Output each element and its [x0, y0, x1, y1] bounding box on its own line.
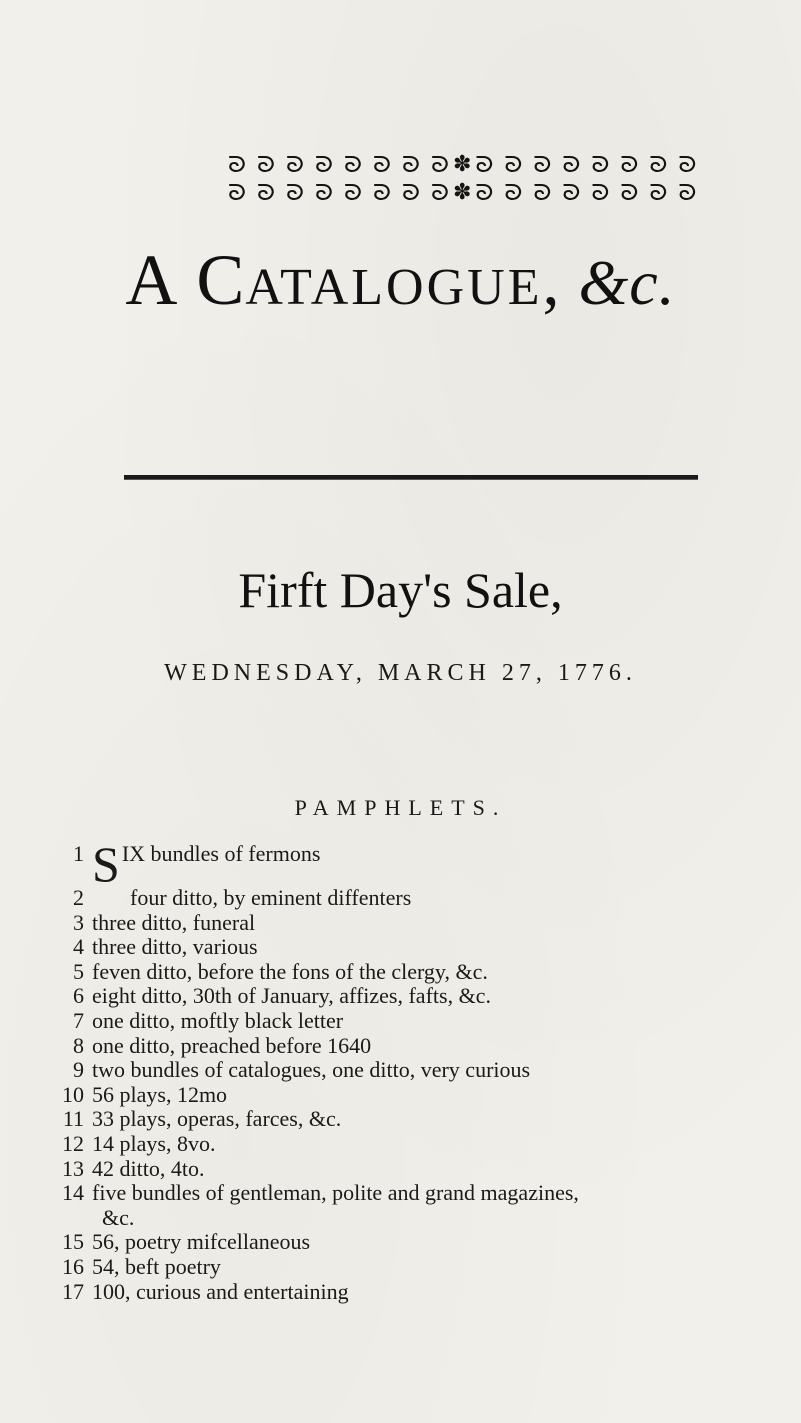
lot-description: four ditto, by eminent diffenters	[130, 885, 412, 910]
lot-item	[52, 1181, 752, 1206]
lot-number: 17	[62, 1278, 84, 1304]
lot-continuation	[52, 1206, 752, 1231]
ornament-scroll-icon: ᘐ	[475, 152, 492, 178]
drop-cap: S	[92, 836, 120, 892]
lot-number: 4	[73, 934, 84, 960]
lot-item	[52, 1009, 752, 1034]
lot-description: 42 ditto, 4to.	[92, 1155, 205, 1181]
lot-number: 9	[73, 1057, 84, 1083]
lot-list	[52, 836, 752, 1304]
ornament-scroll-icon: ᘐ	[430, 152, 448, 178]
title-initial-a: A	[125, 240, 179, 320]
lot-number: 16	[62, 1253, 84, 1279]
lot-item	[52, 911, 752, 936]
ornament-scroll-icon: ᘐ	[678, 152, 695, 178]
lot-item	[52, 1255, 752, 1280]
ornament-center-icon: ✽	[453, 180, 470, 205]
ornament-left	[222, 180, 453, 206]
ornament-scroll-icon: ᘐ	[475, 180, 492, 206]
lot-number: 10	[62, 1081, 84, 1107]
ornament-border-top	[222, 152, 700, 178]
lot-description-continued: &c.	[102, 1204, 135, 1230]
lot-item	[52, 1157, 752, 1182]
title-etc: &c.	[578, 247, 676, 318]
ornament-scroll-icon: ᘐ	[372, 152, 390, 178]
lot-description: one ditto, moftly black letter	[92, 1007, 344, 1033]
ornament-border-bottom	[222, 180, 700, 206]
ornament-scroll-icon: ᘐ	[533, 180, 550, 206]
ornament-scroll-icon: ᘐ	[401, 152, 419, 178]
lot-item	[52, 960, 752, 985]
ornament-scroll-icon: ᘐ	[430, 180, 448, 206]
lot-number: 15	[62, 1229, 84, 1255]
lot-description: three ditto, funeral	[92, 909, 256, 935]
lot-number: 8	[73, 1032, 84, 1058]
ornament-scroll-icon: ᘐ	[343, 152, 361, 178]
ornament-scroll-icon: ᘐ	[285, 152, 303, 178]
lot-description: three ditto, various	[92, 934, 258, 960]
ornament-left	[222, 152, 453, 178]
ornament-scroll-icon: ᘐ	[620, 152, 637, 178]
ornament-scroll-icon: ᘐ	[314, 180, 332, 206]
lot-item	[52, 886, 752, 911]
lot-description: five bundles of gentleman, polite and grand magazines,	[92, 1180, 579, 1206]
lot-number: 2	[73, 885, 84, 910]
lot-number: 6	[73, 983, 84, 1009]
title-initial-c: C	[196, 240, 246, 320]
lot-number: 11	[62, 1106, 84, 1132]
lot-description: 56, poetry mifcellaneous	[92, 1229, 311, 1255]
lot-number: 3	[73, 909, 84, 935]
lot-item	[52, 935, 752, 960]
lot-item	[52, 1083, 752, 1108]
ornament-scroll-icon: ᘐ	[227, 180, 245, 206]
lot-item	[52, 1058, 752, 1083]
sale-date: WEDNESDAY, MARCH 27, 1776.	[164, 660, 637, 686]
lot-number: 1	[73, 841, 84, 866]
ornament-right	[469, 152, 700, 178]
section-heading-pamphlets: PAMPHLETS.	[294, 795, 507, 820]
lot-number: 13	[62, 1155, 84, 1181]
lot-item	[52, 1107, 752, 1132]
ornament-scroll-icon: ᘐ	[504, 152, 521, 178]
lot-description: eight ditto, 30th of January, affizes, fafts, &c.	[92, 983, 491, 1009]
ornament-scroll-icon: ᘐ	[314, 152, 332, 178]
ornament-scroll-icon: ᘐ	[504, 180, 521, 206]
lot-description: feven ditto, before the fons of the clergy, &c.	[92, 958, 488, 984]
lot-description: 54, beft poetry	[92, 1253, 221, 1279]
lot-description: 100, curious and entertaining	[92, 1278, 349, 1304]
lot-item	[52, 1034, 752, 1059]
lot-description: IX bundles of fermons	[121, 841, 321, 866]
title-rest: ATALOGUE	[245, 259, 543, 316]
ornament-scroll-icon: ᘐ	[562, 180, 579, 206]
ornament-scroll-icon: ᘐ	[562, 152, 579, 178]
ornament-scroll-icon: ᘐ	[372, 180, 390, 206]
lot-number: 12	[62, 1130, 84, 1156]
lot-number: 5	[73, 958, 84, 984]
sale-day-heading: Firft Day's Sale,	[238, 562, 563, 618]
lot-description: 33 plays, operas, farces, &c.	[92, 1106, 342, 1132]
lot-item	[52, 1230, 752, 1255]
lot-description: 14 plays, 8vo.	[92, 1130, 216, 1156]
ornament-scroll-icon: ᘐ	[401, 180, 419, 206]
lot-number: 7	[73, 1007, 84, 1033]
title-comma: ,	[542, 243, 561, 319]
ornament-center-icon: ✽	[453, 152, 470, 177]
lot-description: two bundles of catalogues, one ditto, very curious	[92, 1057, 531, 1083]
ornament-scroll-icon: ᘐ	[649, 180, 666, 206]
lot-item	[52, 836, 752, 892]
lot-number: 14	[62, 1180, 84, 1206]
ornament-scroll-icon: ᘐ	[227, 152, 245, 178]
ornament-scroll-icon: ᘐ	[256, 180, 274, 206]
ornament-scroll-icon: ᘐ	[285, 180, 303, 206]
lot-item	[52, 1280, 752, 1305]
lot-item	[52, 1132, 752, 1157]
ornament-scroll-icon: ᘐ	[591, 152, 608, 178]
ornament-scroll-icon: ᘐ	[678, 180, 695, 206]
ornament-scroll-icon: ᘐ	[591, 180, 608, 206]
page-title	[0, 240, 801, 328]
ornament-scroll-icon: ᘐ	[533, 152, 550, 178]
horizontal-rule	[124, 475, 698, 480]
lot-description: one ditto, preached before 1640	[92, 1032, 372, 1058]
lot-description: 56 plays, 12mo	[92, 1081, 228, 1107]
ornament-right	[469, 180, 700, 206]
ornament-scroll-icon: ᘐ	[343, 180, 361, 206]
ornament-scroll-icon: ᘐ	[620, 180, 637, 206]
lot-item	[52, 984, 752, 1009]
ornament-scroll-icon: ᘐ	[649, 152, 666, 178]
ornament-scroll-icon: ᘐ	[256, 152, 274, 178]
